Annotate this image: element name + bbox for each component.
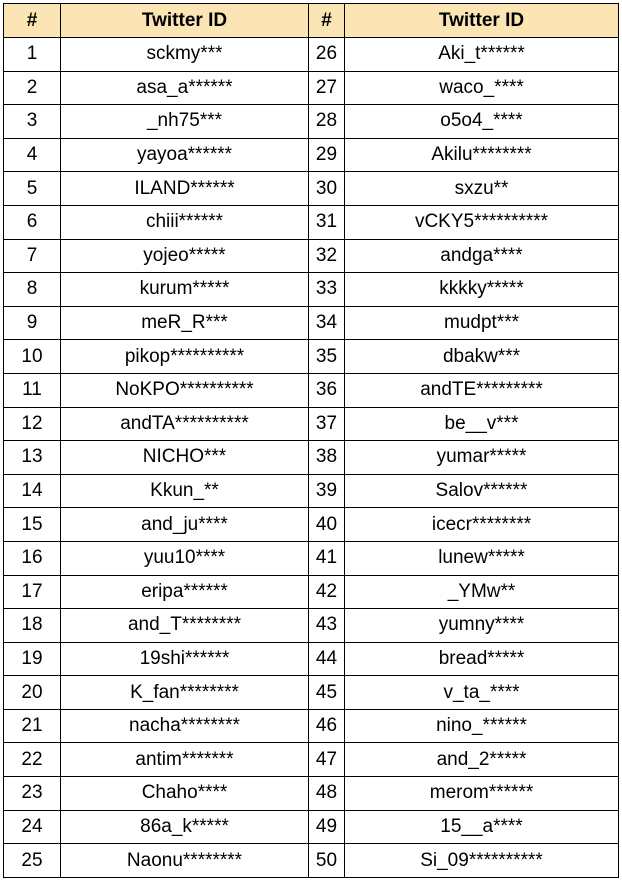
twitter-id-right: andTE********* [345,373,619,407]
twitter-id-left: sckmy*** [61,38,309,72]
row-number-left: 16 [4,541,61,575]
table-row [4,273,619,307]
twitter-id-left: eripa****** [61,575,309,609]
row-number-left: 25 [4,844,61,878]
row-number-right: 43 [309,609,345,643]
row-number-right: 40 [309,508,345,542]
table-row [4,541,619,575]
row-number-right: 36 [309,373,345,407]
row-number-right: 42 [309,575,345,609]
twitter-id-left: _nh75*** [61,105,309,139]
twitter-id-left: Kkun_** [61,474,309,508]
row-number-left: 20 [4,676,61,710]
row-number-left: 22 [4,743,61,777]
table-row [4,642,619,676]
table-row [4,306,619,340]
table-row [4,844,619,878]
table-row [4,709,619,743]
table-row [4,441,619,475]
twitter-id-left: andTA********** [61,407,309,441]
twitter-id-right: mudpt*** [345,306,619,340]
row-number-left: 14 [4,474,61,508]
twitter-id-left: NICHO*** [61,441,309,475]
twitter-id-right: icecr******** [345,508,619,542]
twitter-id-right: dbakw*** [345,340,619,374]
row-number-right: 32 [309,239,345,273]
twitter-id-left: NoKPO********** [61,373,309,407]
twitter-id-left: and_ju**** [61,508,309,542]
row-number-left: 6 [4,205,61,239]
twitter-id-left: 19shi****** [61,642,309,676]
table-row [4,373,619,407]
row-number-right: 45 [309,676,345,710]
row-number-left: 7 [4,239,61,273]
header-row [4,4,619,38]
twitter-id-left: nacha******** [61,709,309,743]
row-number-left: 17 [4,575,61,609]
row-number-left: 15 [4,508,61,542]
row-number-left: 19 [4,642,61,676]
header-twitter-id-right: Twitter ID [345,4,619,38]
row-number-right: 35 [309,340,345,374]
twitter-id-left: pikop********** [61,340,309,374]
row-number-left: 18 [4,609,61,643]
twitter-id-left: Chaho**** [61,777,309,811]
twitter-id-right: Aki_t****** [345,38,619,72]
twitter-id-left: kurum***** [61,273,309,307]
twitter-id-table [3,3,619,878]
header-number-left: # [4,4,61,38]
row-number-right: 38 [309,441,345,475]
row-number-right: 44 [309,642,345,676]
row-number-left: 4 [4,138,61,172]
row-number-left: 9 [4,306,61,340]
table-row [4,239,619,273]
twitter-id-right: 15__a**** [345,810,619,844]
table-row [4,508,619,542]
row-number-right: 28 [309,105,345,139]
row-number-left: 5 [4,172,61,206]
table-row [4,172,619,206]
table-row [4,340,619,374]
row-number-right: 46 [309,709,345,743]
row-number-right: 27 [309,71,345,105]
twitter-id-right: Si_09********** [345,844,619,878]
table-row [4,810,619,844]
row-number-left: 2 [4,71,61,105]
twitter-id-right: sxzu** [345,172,619,206]
twitter-id-right: kkkky***** [345,273,619,307]
table-row [4,38,619,72]
twitter-id-right: yumar***** [345,441,619,475]
twitter-id-right: merom****** [345,777,619,811]
table-row [4,105,619,139]
table-row [4,71,619,105]
twitter-id-left: asa_a****** [61,71,309,105]
twitter-id-left: Naonu******** [61,844,309,878]
twitter-id-right: nino_****** [345,709,619,743]
twitter-id-left: antim******* [61,743,309,777]
row-number-right: 26 [309,38,345,72]
table-body [4,38,619,878]
twitter-id-right: vCKY5********** [345,205,619,239]
twitter-id-left: and_T******** [61,609,309,643]
table-row [4,407,619,441]
twitter-id-right: bread***** [345,642,619,676]
twitter-id-right: Akilu******** [345,138,619,172]
twitter-id-right: and_2***** [345,743,619,777]
table-row [4,575,619,609]
table-row [4,138,619,172]
twitter-id-right: _YMw** [345,575,619,609]
row-number-right: 48 [309,777,345,811]
twitter-id-left: K_fan******** [61,676,309,710]
row-number-left: 8 [4,273,61,307]
twitter-id-left: 86a_k***** [61,810,309,844]
twitter-id-left: meR_R*** [61,306,309,340]
header-number-right: # [309,4,345,38]
row-number-left: 23 [4,777,61,811]
twitter-id-left: ILAND****** [61,172,309,206]
twitter-id-right: Salov****** [345,474,619,508]
table-row [4,205,619,239]
twitter-id-right: andga**** [345,239,619,273]
row-number-right: 31 [309,205,345,239]
row-number-left: 13 [4,441,61,475]
twitter-id-left: yayoa****** [61,138,309,172]
table-row [4,676,619,710]
row-number-right: 33 [309,273,345,307]
row-number-right: 30 [309,172,345,206]
twitter-id-right: yumny**** [345,609,619,643]
row-number-left: 10 [4,340,61,374]
twitter-id-left: chiii****** [61,205,309,239]
twitter-id-right: v_ta_**** [345,676,619,710]
table-row [4,609,619,643]
row-number-right: 47 [309,743,345,777]
row-number-right: 49 [309,810,345,844]
table-row [4,777,619,811]
row-number-right: 50 [309,844,345,878]
row-number-right: 34 [309,306,345,340]
row-number-left: 21 [4,709,61,743]
row-number-left: 12 [4,407,61,441]
row-number-left: 11 [4,373,61,407]
twitter-id-right: o5o4_**** [345,105,619,139]
twitter-id-left: yuu10**** [61,541,309,575]
table-row [4,743,619,777]
twitter-id-right: waco_**** [345,71,619,105]
row-number-left: 24 [4,810,61,844]
row-number-right: 29 [309,138,345,172]
row-number-left: 1 [4,38,61,72]
row-number-right: 37 [309,407,345,441]
header-twitter-id-left: Twitter ID [61,4,309,38]
twitter-id-left: yojeo***** [61,239,309,273]
twitter-id-right: be__v*** [345,407,619,441]
table-row [4,474,619,508]
row-number-left: 3 [4,105,61,139]
row-number-right: 41 [309,541,345,575]
row-number-right: 39 [309,474,345,508]
twitter-id-right: lunew***** [345,541,619,575]
